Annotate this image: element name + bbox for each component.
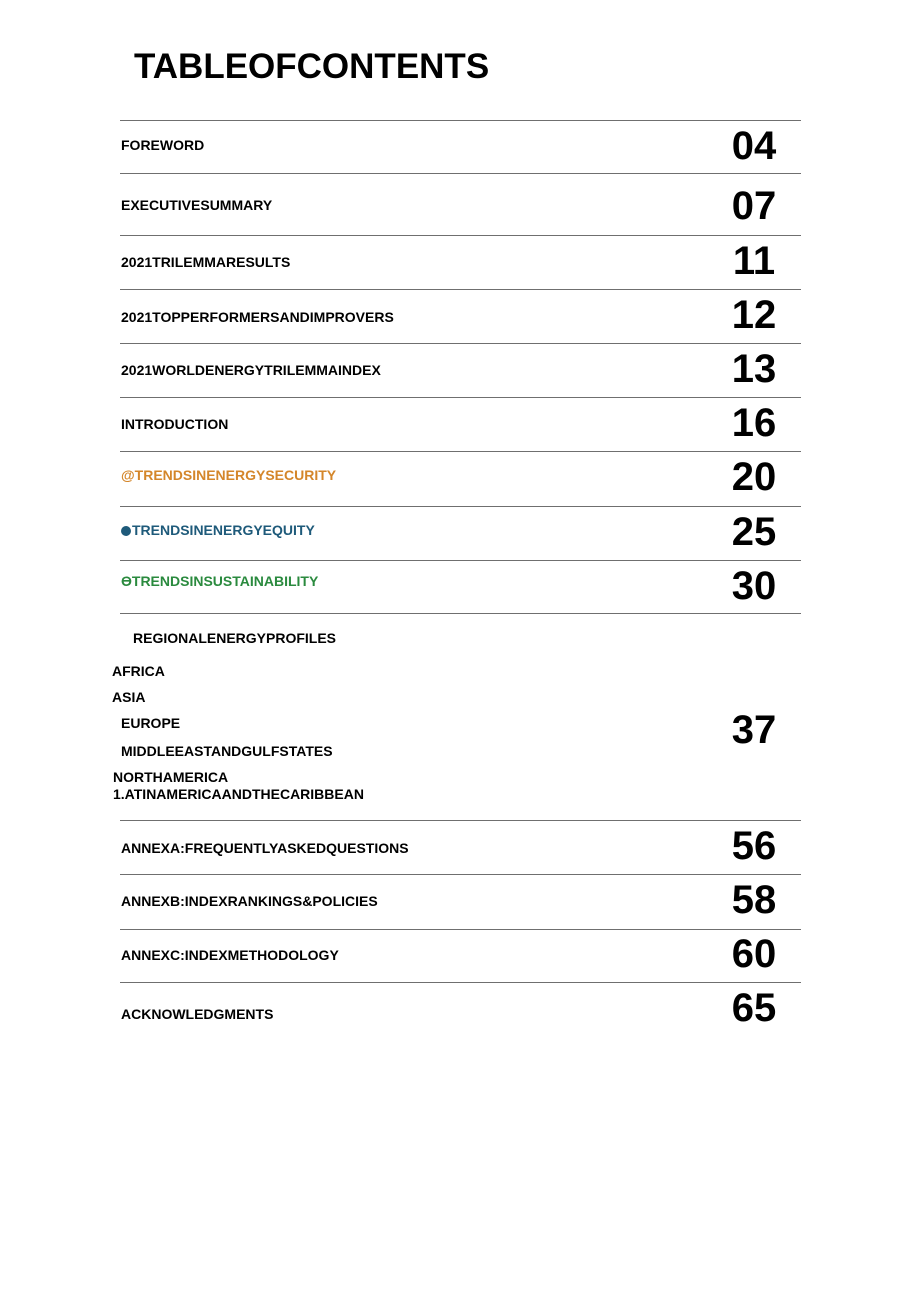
toc-subentry-europe[interactable]: EUROPE <box>121 715 181 731</box>
toc-entry-introduction[interactable]: INTRODUCTION <box>121 416 229 432</box>
toc-page-number[interactable]: 16 <box>731 401 777 445</box>
toc-page-number[interactable]: 60 <box>731 932 777 976</box>
divider <box>120 874 801 875</box>
divider <box>120 289 801 290</box>
divider <box>120 120 801 121</box>
toc-page-number[interactable]: 25 <box>731 510 777 554</box>
toc-entry-energy-security[interactable]: @TRENDSINENERGYSECURITY <box>121 467 337 483</box>
toc-entry-trilemma-results[interactable]: 2021TRILEMMARESULTS <box>121 254 291 270</box>
toc-subentry-africa[interactable]: AFRICA <box>112 663 165 679</box>
toc-page-number[interactable]: 11 <box>732 239 776 283</box>
toc-subentry-asia[interactable]: ASIA <box>112 689 146 705</box>
toc-entry-annex-c[interactable]: ANNEXC:INDEXMETHODOLOGY <box>121 947 339 963</box>
toc-subentry-north-america[interactable]: NORTHAMERICA <box>113 769 229 785</box>
divider <box>120 560 801 561</box>
divider <box>120 982 801 983</box>
divider <box>120 397 801 398</box>
toc-entry-acknowledgments[interactable]: ACKNOWLEDGMENTS <box>121 1006 274 1022</box>
toc-subentry-latin-america[interactable]: 1.ATINAMERICAANDTHECARIBBEAN <box>113 786 364 802</box>
divider <box>120 451 801 452</box>
toc-entry-executive-summary[interactable]: EXECUTIVESUMMARY <box>121 197 273 213</box>
toc-page-number[interactable]: 56 <box>731 824 777 868</box>
divider <box>120 235 801 236</box>
toc-entry-trilemma-index[interactable]: 2021WORLDENERGYTRILEMMAINDEX <box>121 362 381 378</box>
toc-entry-top-performers[interactable]: 2021TOPPERFORMERSANDIMPROVERS <box>121 309 394 325</box>
divider <box>120 173 801 174</box>
toc-entry-foreword[interactable]: FOREWORD <box>121 137 205 153</box>
toc-page-number[interactable]: 07 <box>731 184 777 228</box>
toc-entry-annex-b[interactable]: ANNEXB:INDEXRANKINGS&POLICIES <box>121 893 378 909</box>
toc-entry-regional-profiles[interactable]: REGIONALENERGYPROFILES <box>133 630 337 646</box>
toc-page-number[interactable]: 58 <box>731 878 777 922</box>
toc-page-number[interactable]: 65 <box>731 986 777 1030</box>
toc-page-number[interactable]: 30 <box>731 564 777 608</box>
page-title: TABLEOFCONTENTS <box>134 47 490 86</box>
equity-bullet-icon <box>121 526 131 536</box>
divider <box>120 506 801 507</box>
toc-page-number[interactable]: 04 <box>731 124 777 168</box>
toc-entry-sustainability[interactable]: ϴTRENDSINSUSTAINABILITY <box>121 573 319 589</box>
toc-entry-label: TRENDSINENERGYEQUITY <box>132 522 315 538</box>
divider <box>120 343 801 344</box>
toc-entry-annex-a[interactable]: ANNEXA:FREQUENTLYASKEDQUESTIONS <box>121 840 409 856</box>
toc-page-number[interactable]: 37 <box>731 708 777 752</box>
toc-subentry-middle-east[interactable]: MIDDLEEASTANDGULFSTATES <box>121 743 333 759</box>
divider <box>120 613 801 614</box>
toc-page-number[interactable]: 20 <box>731 455 777 499</box>
toc-page-number[interactable]: 12 <box>731 293 777 337</box>
divider <box>120 820 801 821</box>
toc-page-number[interactable]: 13 <box>731 347 777 391</box>
toc-entry-energy-equity[interactable] <box>121 522 315 538</box>
divider <box>120 929 801 930</box>
